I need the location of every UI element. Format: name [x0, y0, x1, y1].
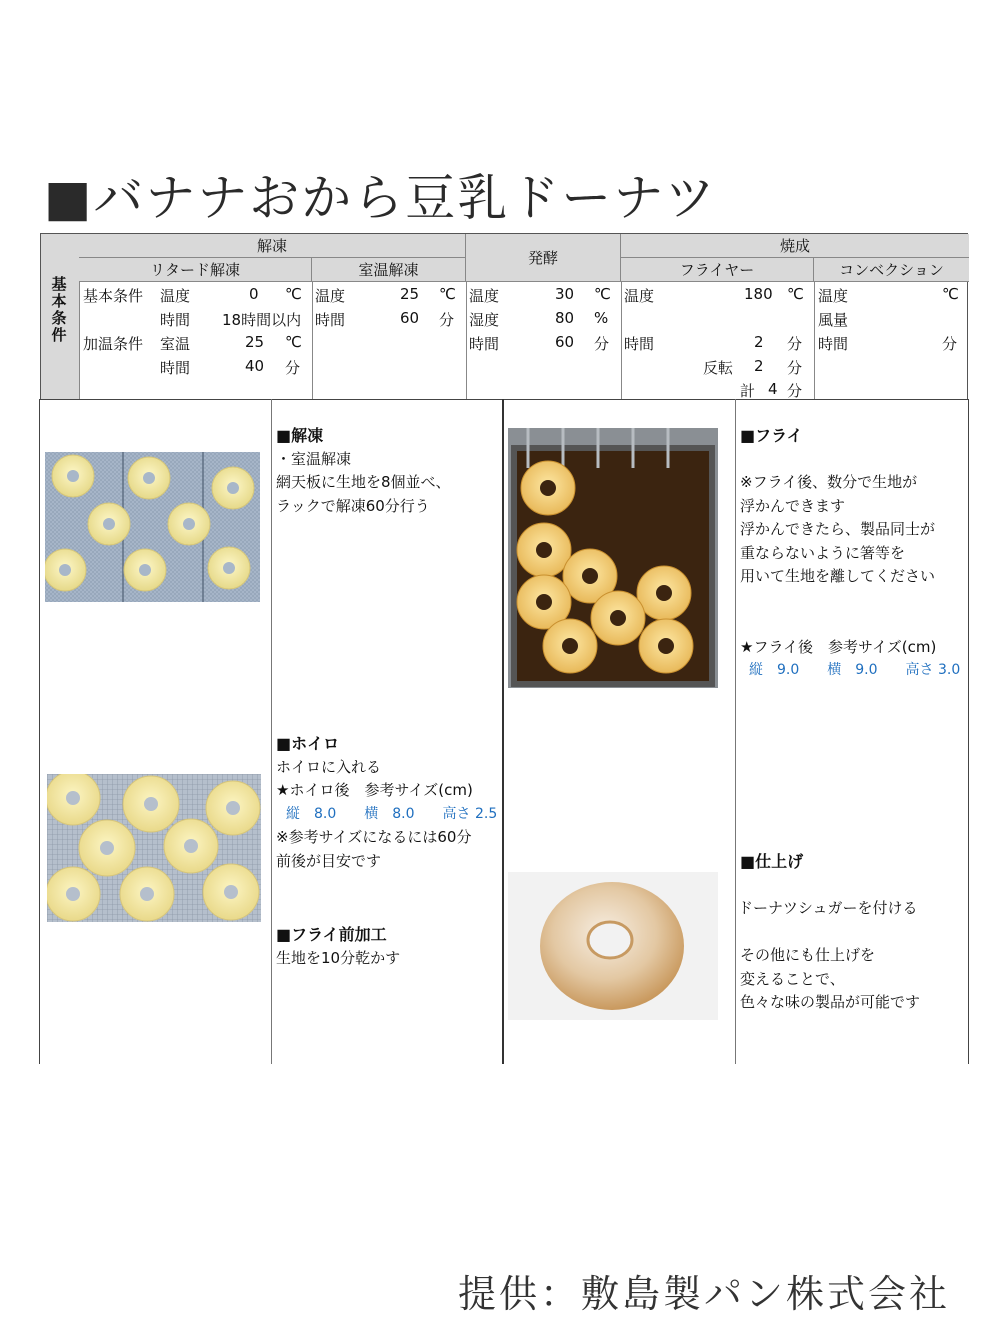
- proof-heading: ■ホイロ: [276, 734, 340, 753]
- ferment-temp-value: 30: [555, 285, 575, 303]
- fryer-total-unit: 分: [787, 382, 803, 400]
- proofed-dough-photo: [47, 774, 261, 922]
- finished-donut-photo: [508, 872, 718, 1020]
- proof-block: [276, 732, 497, 873]
- retard-basic-label: 基本条件: [83, 287, 144, 305]
- convection-time-label: 時間: [818, 335, 849, 353]
- ferment-time-label: 時間: [469, 335, 500, 353]
- side-column: [41, 234, 80, 399]
- fryer-time-value: 2: [754, 333, 764, 351]
- finish-block: [740, 850, 920, 1015]
- finish-line: その他にも仕上げを: [740, 946, 876, 964]
- ferment-time-value: 60: [555, 333, 575, 351]
- retard-temp-label: 温度: [160, 287, 191, 305]
- divider: [502, 399, 504, 1064]
- room-temp-value: 25: [400, 285, 420, 303]
- fryer-flip-unit: 分: [787, 359, 803, 377]
- convection-temp-unit: ℃: [942, 285, 959, 303]
- fry-heading: ■フライ: [740, 426, 803, 445]
- spacer: [740, 589, 960, 636]
- retard-time-value: 18時間以内: [222, 311, 302, 329]
- fryer-temp-label: 温度: [624, 287, 655, 305]
- thaw-line: ・室温解凍: [276, 449, 352, 468]
- header-thaw: 解凍: [79, 234, 466, 258]
- header-fryer: フライヤー: [621, 258, 814, 282]
- divider: [735, 399, 736, 1064]
- thaw-heading: ■解凍: [276, 426, 324, 445]
- retard-warm-label: 加温条件: [83, 335, 144, 353]
- retard-time-label: 時間: [160, 311, 191, 329]
- divider: [466, 282, 467, 400]
- divider: [814, 282, 815, 400]
- thaw-block: [276, 424, 451, 518]
- fryer-total-value: 4: [768, 380, 778, 398]
- finish-heading: ■仕上げ: [740, 852, 804, 871]
- room-time-unit: 分: [439, 311, 455, 329]
- proof-line: ホイロに入れる: [276, 757, 382, 776]
- fry-line: 浮かんできたら、製品同士が: [740, 520, 936, 538]
- page-title: ■バナナおから豆乳ドーナツ: [44, 169, 717, 227]
- header-retard-thaw: リタード解凍: [79, 258, 312, 282]
- fry-size-values: 縦 9.0 横 9.0 高さ 3.0: [749, 662, 961, 678]
- retard-temp-value: 0: [249, 285, 259, 303]
- fryer-flip-label: 反転: [703, 359, 734, 377]
- convection-time-unit: 分: [942, 335, 958, 353]
- proof-size-values: 縦 8.0 横 8.0 高さ 2.5: [286, 805, 498, 822]
- divider: [312, 282, 313, 400]
- prefry-line: 生地を10分乾かす: [276, 948, 401, 967]
- thaw-line: ラックで解凍60分行う: [276, 496, 430, 515]
- fry-line: 重ならないように箸等を: [740, 543, 906, 562]
- fryer-temp-value: 180: [744, 285, 773, 303]
- header-convection: コンベクション: [814, 258, 969, 282]
- proof-size-title: ★ホイロ後 参考サイズ(cm): [276, 781, 473, 799]
- fryer-temp-unit: ℃: [787, 285, 804, 303]
- spacer: [740, 448, 960, 472]
- finish-line: 変えることで、: [740, 969, 845, 988]
- finish-line: ドーナツシュガーを付ける: [738, 899, 918, 917]
- ferment-humidity-label: 湿度: [469, 311, 500, 329]
- thaw-line: 網天板に生地を8個並べ、: [276, 473, 451, 491]
- retard-time2-label: 時間: [160, 359, 191, 377]
- conditions-table: [40, 233, 968, 400]
- fry-line: 用いて生地を離してください: [740, 567, 936, 585]
- header-room-thaw: 室温解凍: [312, 258, 466, 282]
- room-temp-label: 温度: [315, 287, 346, 305]
- room-time-value: 60: [400, 309, 420, 327]
- spacer: [740, 921, 920, 945]
- fryer-total-label: 計: [740, 382, 756, 400]
- header-ferment: 発酵: [466, 234, 621, 282]
- prefry-heading: ■フライ前加工: [276, 925, 387, 944]
- retard-temp-unit: ℃: [285, 285, 302, 303]
- room-temp-unit: ℃: [439, 285, 456, 303]
- fry-line: ※フライ後、数分で生地が: [740, 473, 918, 491]
- convection-temp-label: 温度: [818, 287, 849, 305]
- fryer-time-label: 時間: [624, 335, 655, 353]
- retard-room-label: 室温: [160, 335, 191, 353]
- thawed-dough-photo: [45, 452, 260, 602]
- ferment-humidity-unit: %: [594, 309, 609, 327]
- ferment-time-unit: 分: [594, 335, 610, 353]
- fry-size-title: ★フライ後 参考サイズ(cm): [740, 637, 937, 656]
- room-time-label: 時間: [315, 311, 346, 329]
- proof-line: 前後が目安です: [276, 851, 382, 870]
- frying-photo: [508, 428, 718, 688]
- credit: 提供：敷島製パン株式会社: [458, 1272, 951, 1316]
- fryer-flip-value: 2: [754, 357, 764, 375]
- fryer-time-unit: 分: [787, 335, 803, 353]
- retard-time2-value: 40: [245, 357, 265, 375]
- divider: [621, 282, 622, 400]
- prefry-block: [276, 923, 400, 970]
- divider: [271, 399, 272, 1064]
- ferment-humidity-value: 80: [555, 309, 575, 327]
- spacer: [740, 874, 920, 898]
- retard-room-value: 25: [245, 333, 265, 351]
- proof-line: ※参考サイズになるには60分: [276, 828, 472, 846]
- finish-line: 色々な味の製品が可能です: [740, 993, 921, 1011]
- fry-line: 浮かんできます: [740, 496, 846, 515]
- side-label: 基本条件: [51, 275, 67, 344]
- retard-room-unit: ℃: [285, 333, 302, 351]
- retard-time2-unit: 分: [285, 359, 301, 377]
- ferment-temp-unit: ℃: [594, 285, 611, 303]
- convection-wind-label: 風量: [818, 311, 849, 329]
- fry-block: [740, 424, 960, 683]
- ferment-temp-label: 温度: [469, 287, 500, 305]
- header-bake: 焼成: [621, 234, 969, 258]
